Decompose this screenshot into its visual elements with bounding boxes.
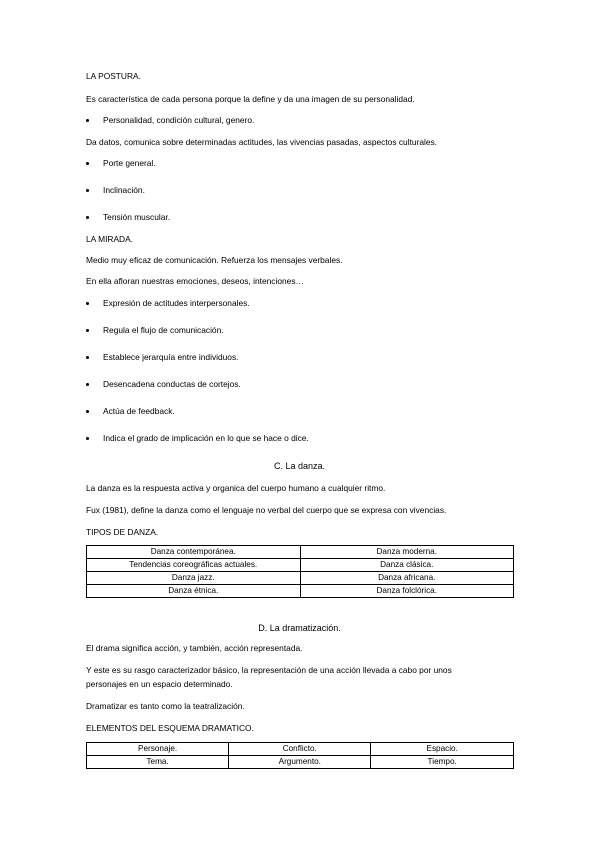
paragraph: El drama significa acción, y también, acción representada. xyxy=(86,643,303,653)
paragraph: En ella afloran nuestras emociones, deseos, intenciones… xyxy=(86,276,304,286)
dance-types-table xyxy=(86,545,514,598)
table-cell: Danza étnica. xyxy=(87,585,301,598)
table-cell: Espacio. xyxy=(371,743,514,756)
table-cell: Danza clásica. xyxy=(300,559,514,572)
dramatic-elements-table xyxy=(86,742,514,769)
bullet-icon xyxy=(86,329,89,332)
paragraph: Medio muy eficaz de comunicación. Refuerza los mensajes verbales. xyxy=(86,255,343,265)
bullet-icon xyxy=(86,189,89,192)
table-row xyxy=(87,572,514,585)
paragraph: Y este es su rasgo caracterizador básico, la representación de una acción llevada a cabo por unos xyxy=(86,665,452,675)
table-row xyxy=(87,559,514,572)
bullet-icon xyxy=(86,119,89,122)
document-page: LA POSTURA. Es característica de cada persona porque la define y da una imagen de su personalidad. Personalidad, condición cultural, genero. Da datos, comunica sobre determinadas actitudes, las vivencias pasadas, aspectos culturales. Porte general. Inclinación. Tensión muscular. LA MIRADA. Medio muy eficaz de comunicación. Refuerza los mensajes verbales. En ella afloran nuestras emociones, deseos, intenciones… Expresión de actitudes interpersonales. Regula el flujo de comunicación. Establece jerarquía entre individuos. Desencadena conductas de cortejos. Actúa de feedback. Indica el grado de implicación en lo que se hace o dice. C. La danza. La danza es la respuesta activa y organica del cuerpo humano a cualquier ritmo. Fux (1981), define la danza como el lenguaje no verbal del cuerpo que se expresa con vivencias. TIPOS DE DANZA. Danza contemporánea. Danza moderna. Tendencias coreográficas actuales. Danza clásica. Danza jazz. Danza africana. Danza étnica. Danza folclórica. D. La dramatización. El drama significa acción, y también, acción representada. Y este es su rasgo caracterizador básico, la representación de una acción llevada a cabo por unos personajes en un espacio determinado. Dramatizar es tanto como la teatralización. ELEMENTOS DEL ESQUEMA DRAMATICO. Personaje. Conflicto. Espacio. Tema. Argumento. Tiempo. xyxy=(0,0,599,848)
bullet-icon xyxy=(86,383,89,386)
bullet-icon xyxy=(86,437,89,440)
table-row xyxy=(87,546,514,559)
table-cell: Tendencias coreográficas actuales. xyxy=(87,559,301,572)
table-title-danza: TIPOS DE DANZA. xyxy=(86,527,159,537)
table-cell: Danza africana. xyxy=(300,572,514,585)
table-cell: Danza folclórica. xyxy=(300,585,514,598)
paragraph: La danza es la respuesta activa y organica del cuerpo humano a cualquier ritmo. xyxy=(86,483,386,493)
table-cell: Tema. xyxy=(87,756,229,769)
table-cell: Danza jazz. xyxy=(87,572,301,585)
bullet-icon xyxy=(86,162,89,165)
table-cell: Argumento. xyxy=(229,756,371,769)
paragraph: Da datos, comunica sobre determinadas actitudes, las vivencias pasadas, aspectos culturales. xyxy=(86,137,438,147)
paragraph: Es característica de cada persona porque la define y da una imagen de su personalidad. xyxy=(86,94,415,104)
table-cell: Personaje. xyxy=(87,743,229,756)
paragraph: Dramatizar es tanto como la teatralización. xyxy=(86,701,245,711)
bullet-icon xyxy=(86,356,89,359)
table-row xyxy=(87,585,514,598)
section-heading-danza: C. La danza. xyxy=(273,461,326,471)
paragraph: Fux (1981), define la danza como el lenguaje no verbal del cuerpo que se expresa con vivencias. xyxy=(86,505,447,515)
table-cell: Conflicto. xyxy=(229,743,371,756)
table-row xyxy=(87,743,514,756)
table-cell: Danza moderna. xyxy=(300,546,514,559)
section-heading-dramatizacion: D. La dramatización. xyxy=(258,623,341,633)
table-title-elementos: ELEMENTOS DEL ESQUEMA DRAMATICO. xyxy=(86,723,254,733)
bullet-icon xyxy=(86,410,89,413)
table-cell: Danza contemporánea. xyxy=(87,546,301,559)
section-title-postura: LA POSTURA. xyxy=(86,71,141,81)
bullet-icon xyxy=(86,302,89,305)
table-row xyxy=(87,756,514,769)
section-title-mirada: LA MIRADA. xyxy=(86,234,134,244)
bullet-icon xyxy=(86,216,89,219)
table-cell: Tiempo. xyxy=(371,756,514,769)
paragraph: personajes en un espacio determinado. xyxy=(86,679,233,689)
